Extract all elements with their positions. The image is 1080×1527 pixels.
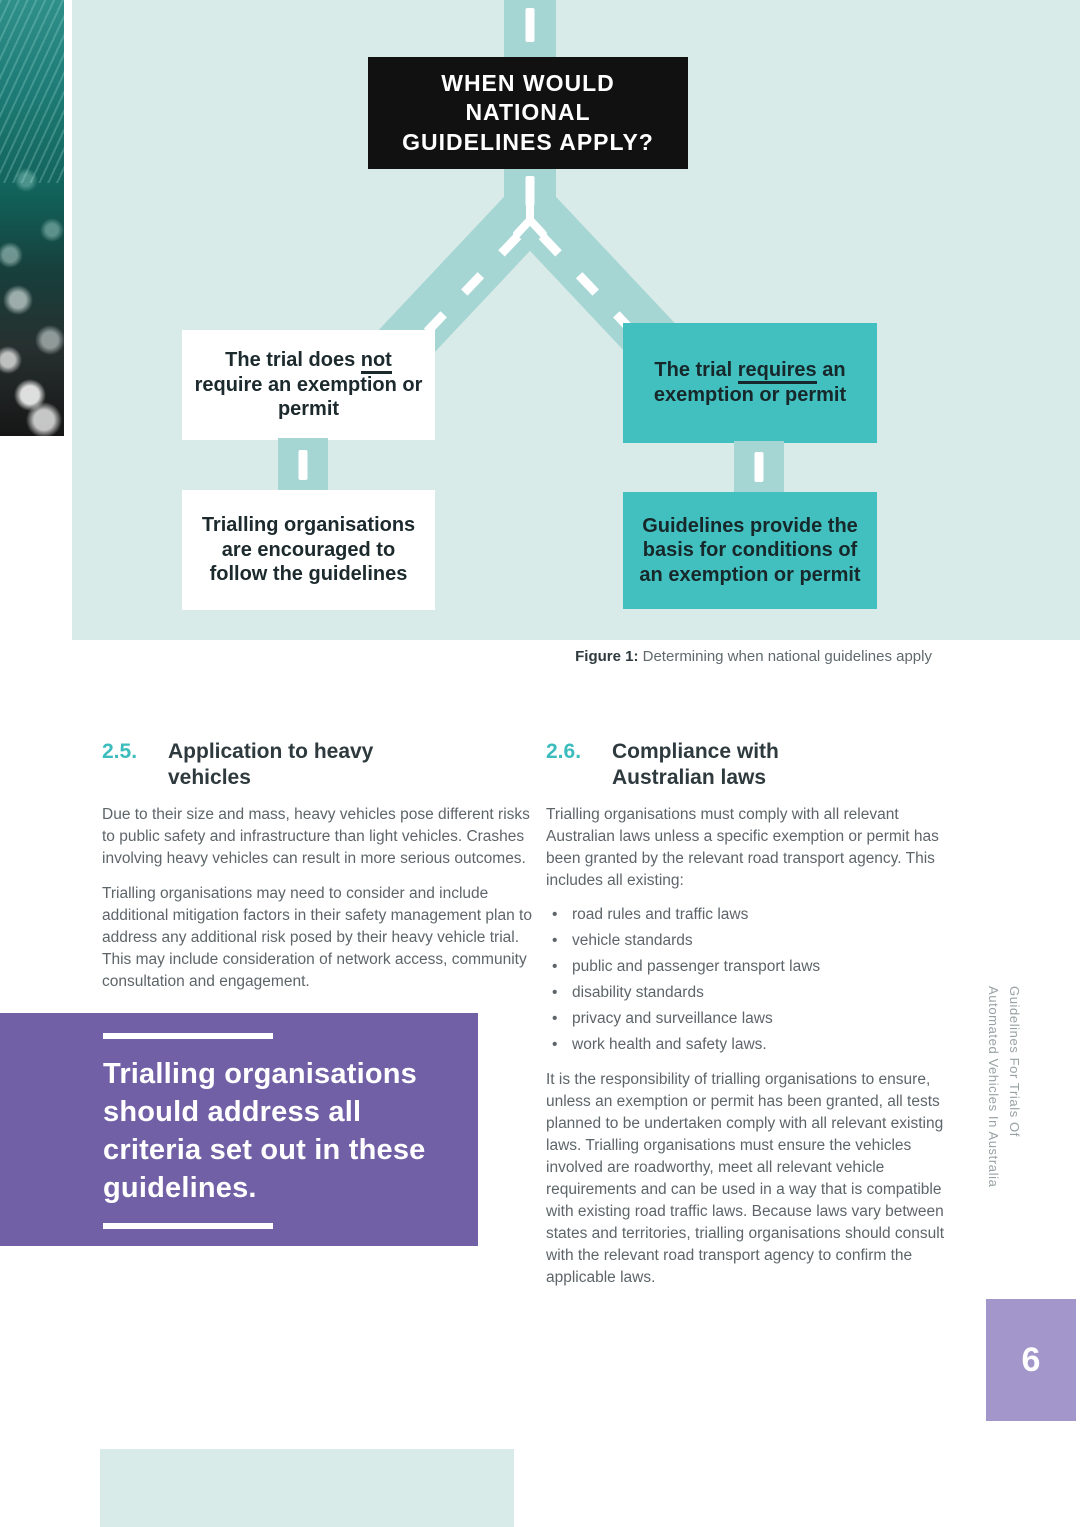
list-item: • road rules and traffic laws xyxy=(546,904,970,926)
diagram-box-requires-exemption-text: The trial requires an exemption or permit xyxy=(653,359,847,406)
vertical-label-line: Automated Vehicles In Australia xyxy=(986,986,1002,1188)
diagram-box-requires-exemption xyxy=(623,323,877,443)
diagram-title: WHEN WOULD NATIONAL GUIDELINES APPLY? xyxy=(402,69,654,155)
figure-1-diagram xyxy=(72,0,1080,640)
underlined-word: requires xyxy=(738,359,817,384)
vertical-label-line: Guidelines For Trials Of xyxy=(1007,986,1022,1137)
list-item: • work health and safety laws. xyxy=(546,1034,970,1056)
diagram-box-no-exemption-text: The trial does not require an exemption or permit xyxy=(194,349,423,421)
diagram-box-guidelines-basis-text: Guidelines provide the basis for conditions of an exemption or permit xyxy=(639,514,861,586)
section-title: Application to heavy vehicles xyxy=(168,740,374,789)
callout-rule-bottom xyxy=(103,1223,273,1229)
diagram-box-encouraged-text: Trialling organisations are encouraged to follow the guidelines xyxy=(201,514,416,586)
page-number: 6 xyxy=(1021,1340,1041,1379)
section-heavy-vehicles xyxy=(102,739,536,993)
diagram-box-guidelines-basis xyxy=(623,492,877,609)
laws-bullet-list xyxy=(546,904,970,1056)
callout-rule-top xyxy=(103,1033,273,1039)
paragraph: It is the responsibility of trialling organisations to ensure, unless an exemption or permit has been granted, all tests planned to be undertaken comply with all relevant existing laws. Trialling organisations must ensure the vehicles involved are roadworthy, meet all relevant vehicle requirements and can be used in a way that is compatible with existing road traffic laws. Because laws vary between states and territories, trialling organisations should consult with the relevant road transport agency to confirm the applicable laws. xyxy=(546,1071,945,1286)
figure-caption-text: Determining when national guidelines apply xyxy=(638,648,932,665)
list-item: • vehicle standards xyxy=(546,930,970,952)
page-number-badge xyxy=(986,1299,1076,1421)
paragraph: Trialling organisations must comply with all relevant Australian laws unless a specific exemption or permit has been granted by the relevant road transport agency. This includes all existing: xyxy=(546,806,939,889)
paragraph: Trialling organisations may need to consider and include additional mitigation factors in their safety management plan to address any additional risk posed by their heavy vehicle trial. This may include consideration of network access, community consultation and engagement. xyxy=(102,885,532,990)
section-compliance xyxy=(546,739,970,1289)
diagram-box-no-exemption xyxy=(182,330,435,440)
section-title: Compliance with Australian laws xyxy=(612,740,779,789)
underlined-word: not xyxy=(361,349,392,374)
section-heading-2-6 xyxy=(546,739,970,791)
list-item: • disability standards xyxy=(546,982,970,1004)
section-heading-2-5 xyxy=(102,739,536,791)
figure-caption xyxy=(575,648,932,665)
list-item: • public and passenger transport laws xyxy=(546,956,970,978)
diagram-title-box xyxy=(368,57,688,169)
connector-right xyxy=(734,441,784,493)
list-item: • privacy and surveillance laws xyxy=(546,1008,970,1030)
circuit-board-photo xyxy=(0,0,64,436)
callout-text: Trialling organisations should address all criteria set out in these guidelines. xyxy=(103,1058,426,1204)
paragraph: Due to their size and mass, heavy vehicles pose different risks to public safety and infrastructure than light vehicles. Crashes involving heavy vehicles can result in more serious outcomes. xyxy=(102,806,530,867)
bottom-teal-block xyxy=(100,1449,514,1527)
diagram-box-encouraged xyxy=(182,490,435,610)
figure-caption-label: Figure 1: xyxy=(575,648,639,665)
section-number: 2.5. xyxy=(102,740,138,763)
callout-box xyxy=(0,1013,478,1246)
section-number: 2.6. xyxy=(546,740,582,763)
connector-left xyxy=(278,438,328,492)
